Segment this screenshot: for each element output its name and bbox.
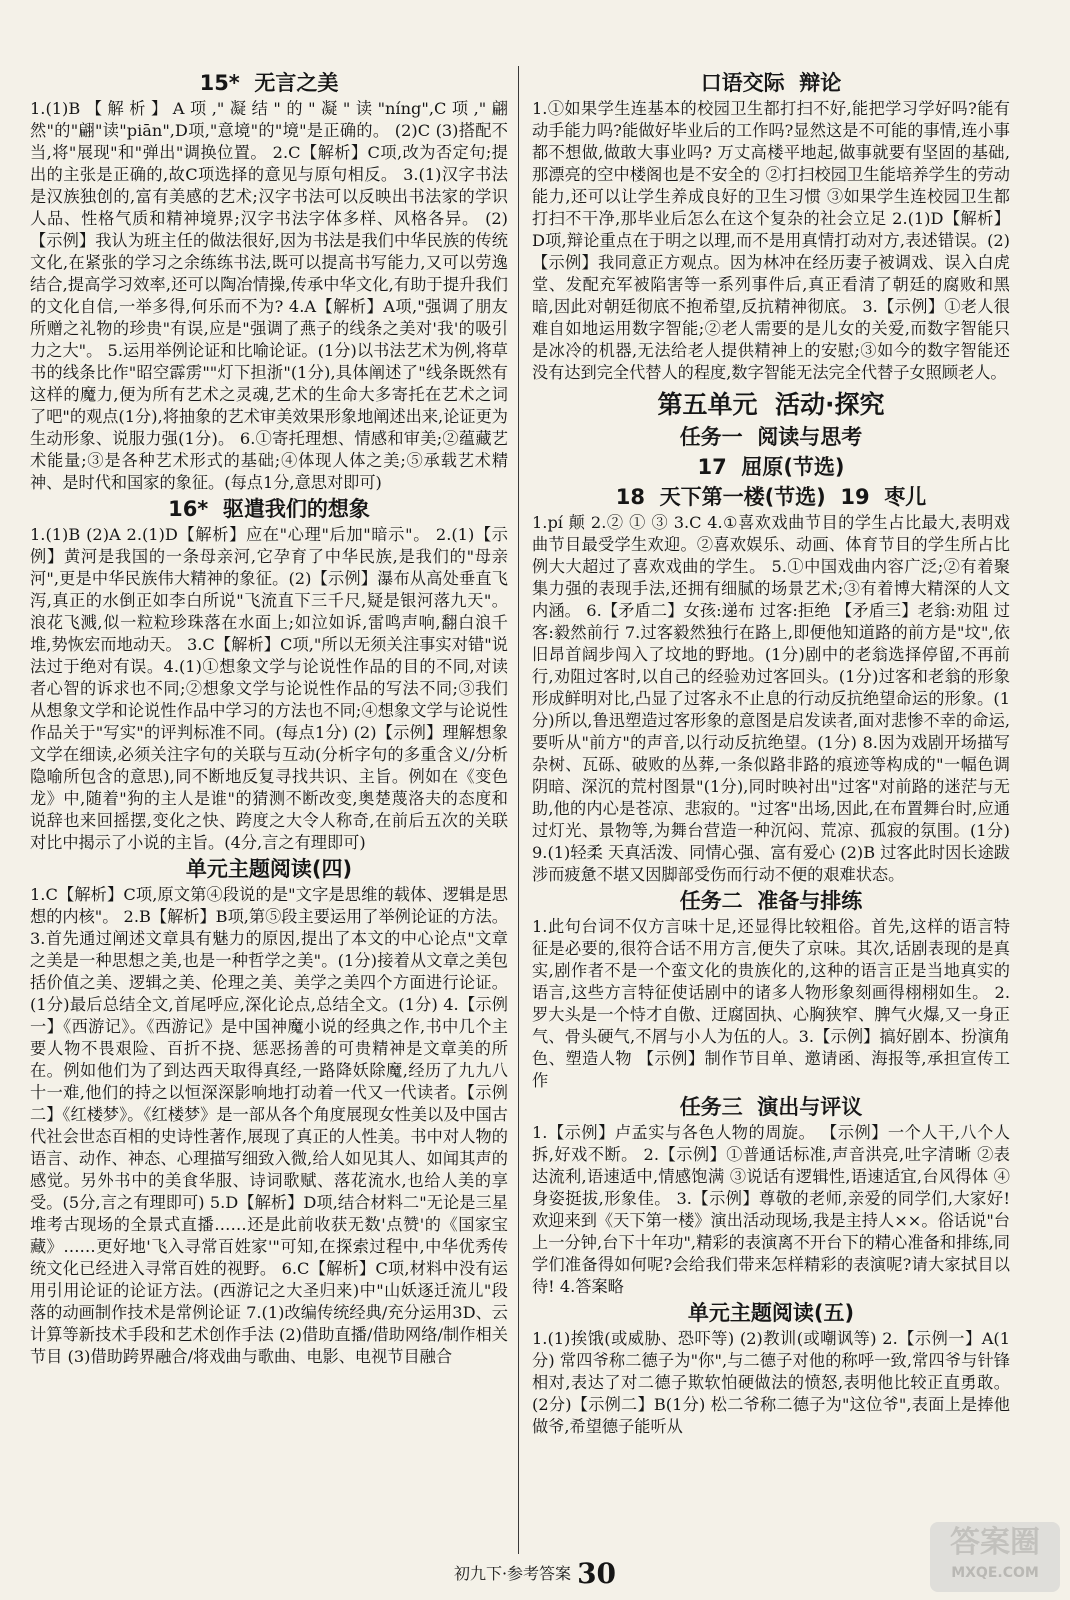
left-column <box>30 68 508 1558</box>
answer-paragraph: 1.(1)B【解析】A项,"凝结"的"凝"读"níng",C项,"翩然"的"翩"读"piān",D项,"意境"的"境"是正确的。 (2)C (3)搭配不当,将"展现"和"弹出"调换位置。 2.C【解析】C项,改为否定句;提出的主张是正确的,故C项选择的意见与原句相反。 3.(1)汉字书法是汉族独创的,富有美感的艺术;汉字书法可以反映出书法家的学识人品、性格气质和精神境界;汉字书法字体多样、风格各异。 (2)【示例】我认为班主任的做法很好,因为书法是我们中华民族的传统文化,在紧张的学习之余练练书法,既可以提高书写能力,又可以劳逸结合,提高学习效率,还可以陶冶情操,传承中华文化,有助于提升我们的文化自信,一举多得,何乐而不为? 4.A【解析】A项,"强调了朋友所赠之礼物的珍贵"有误,应是"强调了燕子的线条之美对'我'的吸引力之大"。 5.运用举例论证和比喻论证。(1分)以书法艺术为例,将草书的线条比作"昭空霹雳""灯下担浙"(1分),具体阐述了"线条既然有这样的魔力,便为所有艺术之灵魂,艺术的生命大多寄托在艺术之词了吧"的观点(1分),将抽象的艺术审美效果形象地阐述出来,论证更为生动形象、说服力强(1分)。 6.①寄托理想、情感和审美;②蕴藏艺术能量;③是各种艺术形式的基础;④体现人体之美;⑤承载艺术精神、是时代和国家的象征。(每点1分,意思对即可) <box>30 99 508 492</box>
answer-paragraph: 1.C【解析】C项,原文第④段说的是"文字是思维的载体、逻辑是思想的内核"。 2.B【解析】B项,第⑤段主要运用了举例论证的方法。 3.首先通过阐述文章具有魅力的原因,提出了本文的中心论点"文章之美是一种思想之美,也是一种哲学之美"。(1分)接着从文章之美包括价值之美、逻辑之美、伦理之美、美学之美四个方面进行论证。(1分)最后总结全文,首尾呼应,深化论点,总结全文。(1分) 4.【示例一】《西游记》。《西游记》是中国神魔小说的经典之作,书中几个主要人物不畏艰险、百折不挠、惩恶扬善的可贵精神是文章美的所在。例如他们为了到达西天取得真经,一路降妖除魔,经历了九九八十一难,他们的持之以恒深深影响地打动着一代又一代读者。【示例二】《红楼梦》。《红楼梦》是一部从各个角度展现女性美以及中国古代社会世态百相的史诗性著作,展现了真正的人性美。书中对人物的语言、动作、神态、心理描写细致入微,给人如见其人、如闻其声的感觉。另外书中的美食华服、诗词歌赋、落花流水,也给人美的享受。(5分,言之有理即可) 5.D【解析】D项,结合材料二"无论是三星堆考古现场的全景式直播……还是此前收获无数'点赞'的《国家宝藏》……更好地'飞入寻常百姓家'"可知,在探索过程中,中华优秀传统文化已经进入寻常百姓的视野。 6.C【解析】C项,材料中没有运用引用论证的论证方法。(西游记之大圣归来)中"山妖逐迁流儿"段落的动画制作技术是常例论证 7.(1)改编传统经典/充分运用3D、云计算等新技术手段和艺术创作手法 (2)借助直播/借助网络/制作相关节目 (3)借助跨界融合/将戏曲与歌曲、电影、电视节目融合 <box>30 885 508 1366</box>
answer-paragraph: 1.①如果学生连基本的校园卫生都打扫不好,能把学习学好吗?能有动手能力吗?能做好毕业后的工作吗?显然这是不可能的事情,连小事都不想做,做敢大事业吗? 万丈高楼平地起,做事就要有坚固的基础,那漂亮的空中楼阁也是不安全的 ②打扫校园卫生能培养学生的劳动能力,还可以让学生养成良好的卫生习惯 ③如果学生连校园卫生都打扫不干净,那毕业后怎么在这个复杂的社会立足 2.(1)D【解析】D项,辩论重点在于明之以理,而不是用真情打动对方,表述错误。(2)【示例】我同意正方观点。因为林冲在经历妻子被调戏、误入白虎堂、发配充军被陷害等一系列事件后,真正看清了朝廷的腐败和黑暗,因此对朝廷彻底不抱希望,反抗精神彻底。 3.【示例】①老人很难自如地运用数字智能;②老人需要的是儿女的关爱,而数字智能只是冰冷的机器,无法给老人提供精神上的安慰;③如今的数字智能还没有达到完全代替人的程度,数字智能无法完全代替子女照顾老人。 <box>532 99 1010 382</box>
section-heading: 16* 驱遣我们的想象 <box>168 497 370 521</box>
section-heading: 15* 无言之美 <box>199 71 339 95</box>
section-heading: 任务一 阅读与思考 <box>679 425 863 449</box>
column-divider <box>518 66 519 1554</box>
section-heading: 17 屈原(节选) <box>697 455 845 479</box>
watermark-text: 答案圈 <box>950 1525 1040 1560</box>
section-heading: 单元主题阅读(五) <box>687 1301 855 1325</box>
section-heading: 第五单元 活动·探究 <box>657 390 885 419</box>
answer-paragraph: 1.pí 颠 2.② ① ③ 3.C 4.①喜欢戏曲节目的学生占比最大,表明戏曲节目最受学生欢迎。②喜欢娱乐、动画、体育节目的学生所占比例大大超过了喜欢戏曲的学生。 5.①中国戏曲内容广泛;②有着聚集力强的表现手法,还拥有细腻的场景艺术;③有着博大精深的人文内涵。 6.【矛盾二】女孩:递布 过客:拒绝 【矛盾三】老翁:劝阻 过客:毅然前行 7.过客毅然独行在路上,即便他知道路的前方是"坟",依旧昂首阔步闯入了坟地的野地。(1分)剧中的老翁选择停留,不再前行,劝阻过客时,以自己的经验劝过客回头。(1分)过客和老翁的形象形成鲜明对比,凸显了过客永不止息的行动反抗绝望命运的形象。(1分)所以,鲁迅塑造过客形象的意图是启发读者,面对悲惨不幸的命运,要听从"前方"的声音,以行动反抗绝望。(1分) 8.因为戏剧开场描写杂树、瓦砾、破败的丛葬,一条似路非路的痕迹等构成的"一幅色调阴暗、深沉的荒村图景"(1分),同时映衬出"过客"对前路的迷茫与无助,他的内心是苍凉、悲寂的。"过客"出场,因此,在布置舞台时,应通过灯光、景物等,为舞台营造一种沉闷、荒凉、孤寂的氛围。(1分) 9.(1)轻柔 天真活泼、同情心强、富有爱心 (2)B 过客此时因长途跋涉而疲惫不堪又因脚部受伤而行动不便的艰难状态。 <box>532 513 1010 884</box>
section-heading: 单元主题阅读(四) <box>185 857 353 881</box>
watermark-url: MXQE.COM <box>951 1565 1039 1581</box>
answer-paragraph: 1.【示例】卢孟实与各色人物的周旋。 【示例】一个人干,八个人拆,好戏不断。 2.【示例】①普通话标准,声音洪亮,吐字清晰 ②表达流利,语速适中,情感饱满 ③说话有逻辑性,语速适宜,台风得体 ④身姿挺拔,形象佳。 3.【示例】尊敬的老师,亲爱的同学们,大家好! 欢迎来到《天下第一楼》演出活动现场,我是主持人××。俗话说"台上一分钟,台下十年功",精彩的表演离不开台下的精心准备和排练,同学们准备得如何呢?会给我们带来怎样精彩的表演呢?请大家拭目以待! 4.答案略 <box>532 1123 1010 1296</box>
section-heading: 任务三 演出与评议 <box>679 1095 863 1119</box>
page-number: 30 <box>577 1557 617 1590</box>
right-column <box>532 68 1010 1498</box>
section-heading: 口语交际 辩论 <box>700 71 842 95</box>
footer-label: 初九下·参考答案 <box>453 1564 572 1583</box>
watermark-logo <box>930 1522 1060 1592</box>
answer-paragraph: 1.(1)挨饿(或威胁、恐吓等) (2)教训(或嘲讽等) 2.【示例一】A(1分) 常四爷称二德子为"你",与二德子对他的称呼一致,常四爷与针锋相对,表达了对二德子欺软怕硬做法的愤怒,表明他比较正直勇敢。(2分)【示例二】B(1分) 松二爷称二德子为"这位爷",表面上是捧他做爷,希望德子能听从 <box>532 1329 1010 1436</box>
answer-paragraph: 1.此句台词不仅方言味十足,还显得比较粗俗。首先,这样的语言特征是必要的,很符合话不用方言,便失了京味。其次,话剧表现的是真实,剧作者不是一个蛮文化的贵族化的,这种的语言正是当地真实的语言,这些方言特征使话剧中的诸多人物形象刻画得栩栩如生。 2.罗大头是一个恃才自傲、迂腐固执、心胸狭窄、脾气火爆,又一身正气、骨头硬气,不屑与小人为伍的人。3.【示例】搞好剧本、扮演角色、塑造人物 【示例】制作节目单、邀请函、海报等,承担宣传工作 <box>532 917 1010 1090</box>
answer-paragraph: 1.(1)B (2)A 2.(1)D【解析】应在"心理"后加"暗示"。 2.(1)【示例】黄河是我国的一条母亲河,它孕育了中华民族,是我们的"母亲河",更是中华民族伟大精神的象征。(2)【示例】瀑布从高处垂直飞泻,真正的水倒正如李白所说"飞流直下三千尺,疑是银河落九天"。浪花飞溅,似一粒粒珍珠落在水面上;如泣如诉,雷鸣声响,翻白浪千堆,势恢宏而地动天。 3.C【解析】C项,"所以无须关注事实对错"说法过于绝对有误。4.(1)①想象文学与论说性作品的目的不同,对读者心智的诉求也不同;②想象文学与论说性作品的写法不同;③我们从想象文学和论说性作品中学习的方法也不同;④想象文学与论说性作品关于"写实"的评判标准不同。(每点1分) (2)【示例】理解想象文学在细读,必须关注字句的关联与互动(分析字句的多重含义/分析隐喻所包含的意思),同不断地反复寻找共识、主旨。例如在《变色龙》中,随着"狗的主人是谁"的猜测不断改变,奥楚蔑洛夫的态度和说辞也来回摇摆,变化之快、跨度之大令人称奇,在前后五次的关联对比中揭示了小说的主旨。(4分,言之有理即可) <box>30 525 508 852</box>
section-heading: 18 天下第一楼(节选) 19 枣儿 <box>615 485 927 509</box>
page-footer <box>0 1557 1070 1590</box>
section-heading: 任务二 准备与排练 <box>679 889 863 913</box>
